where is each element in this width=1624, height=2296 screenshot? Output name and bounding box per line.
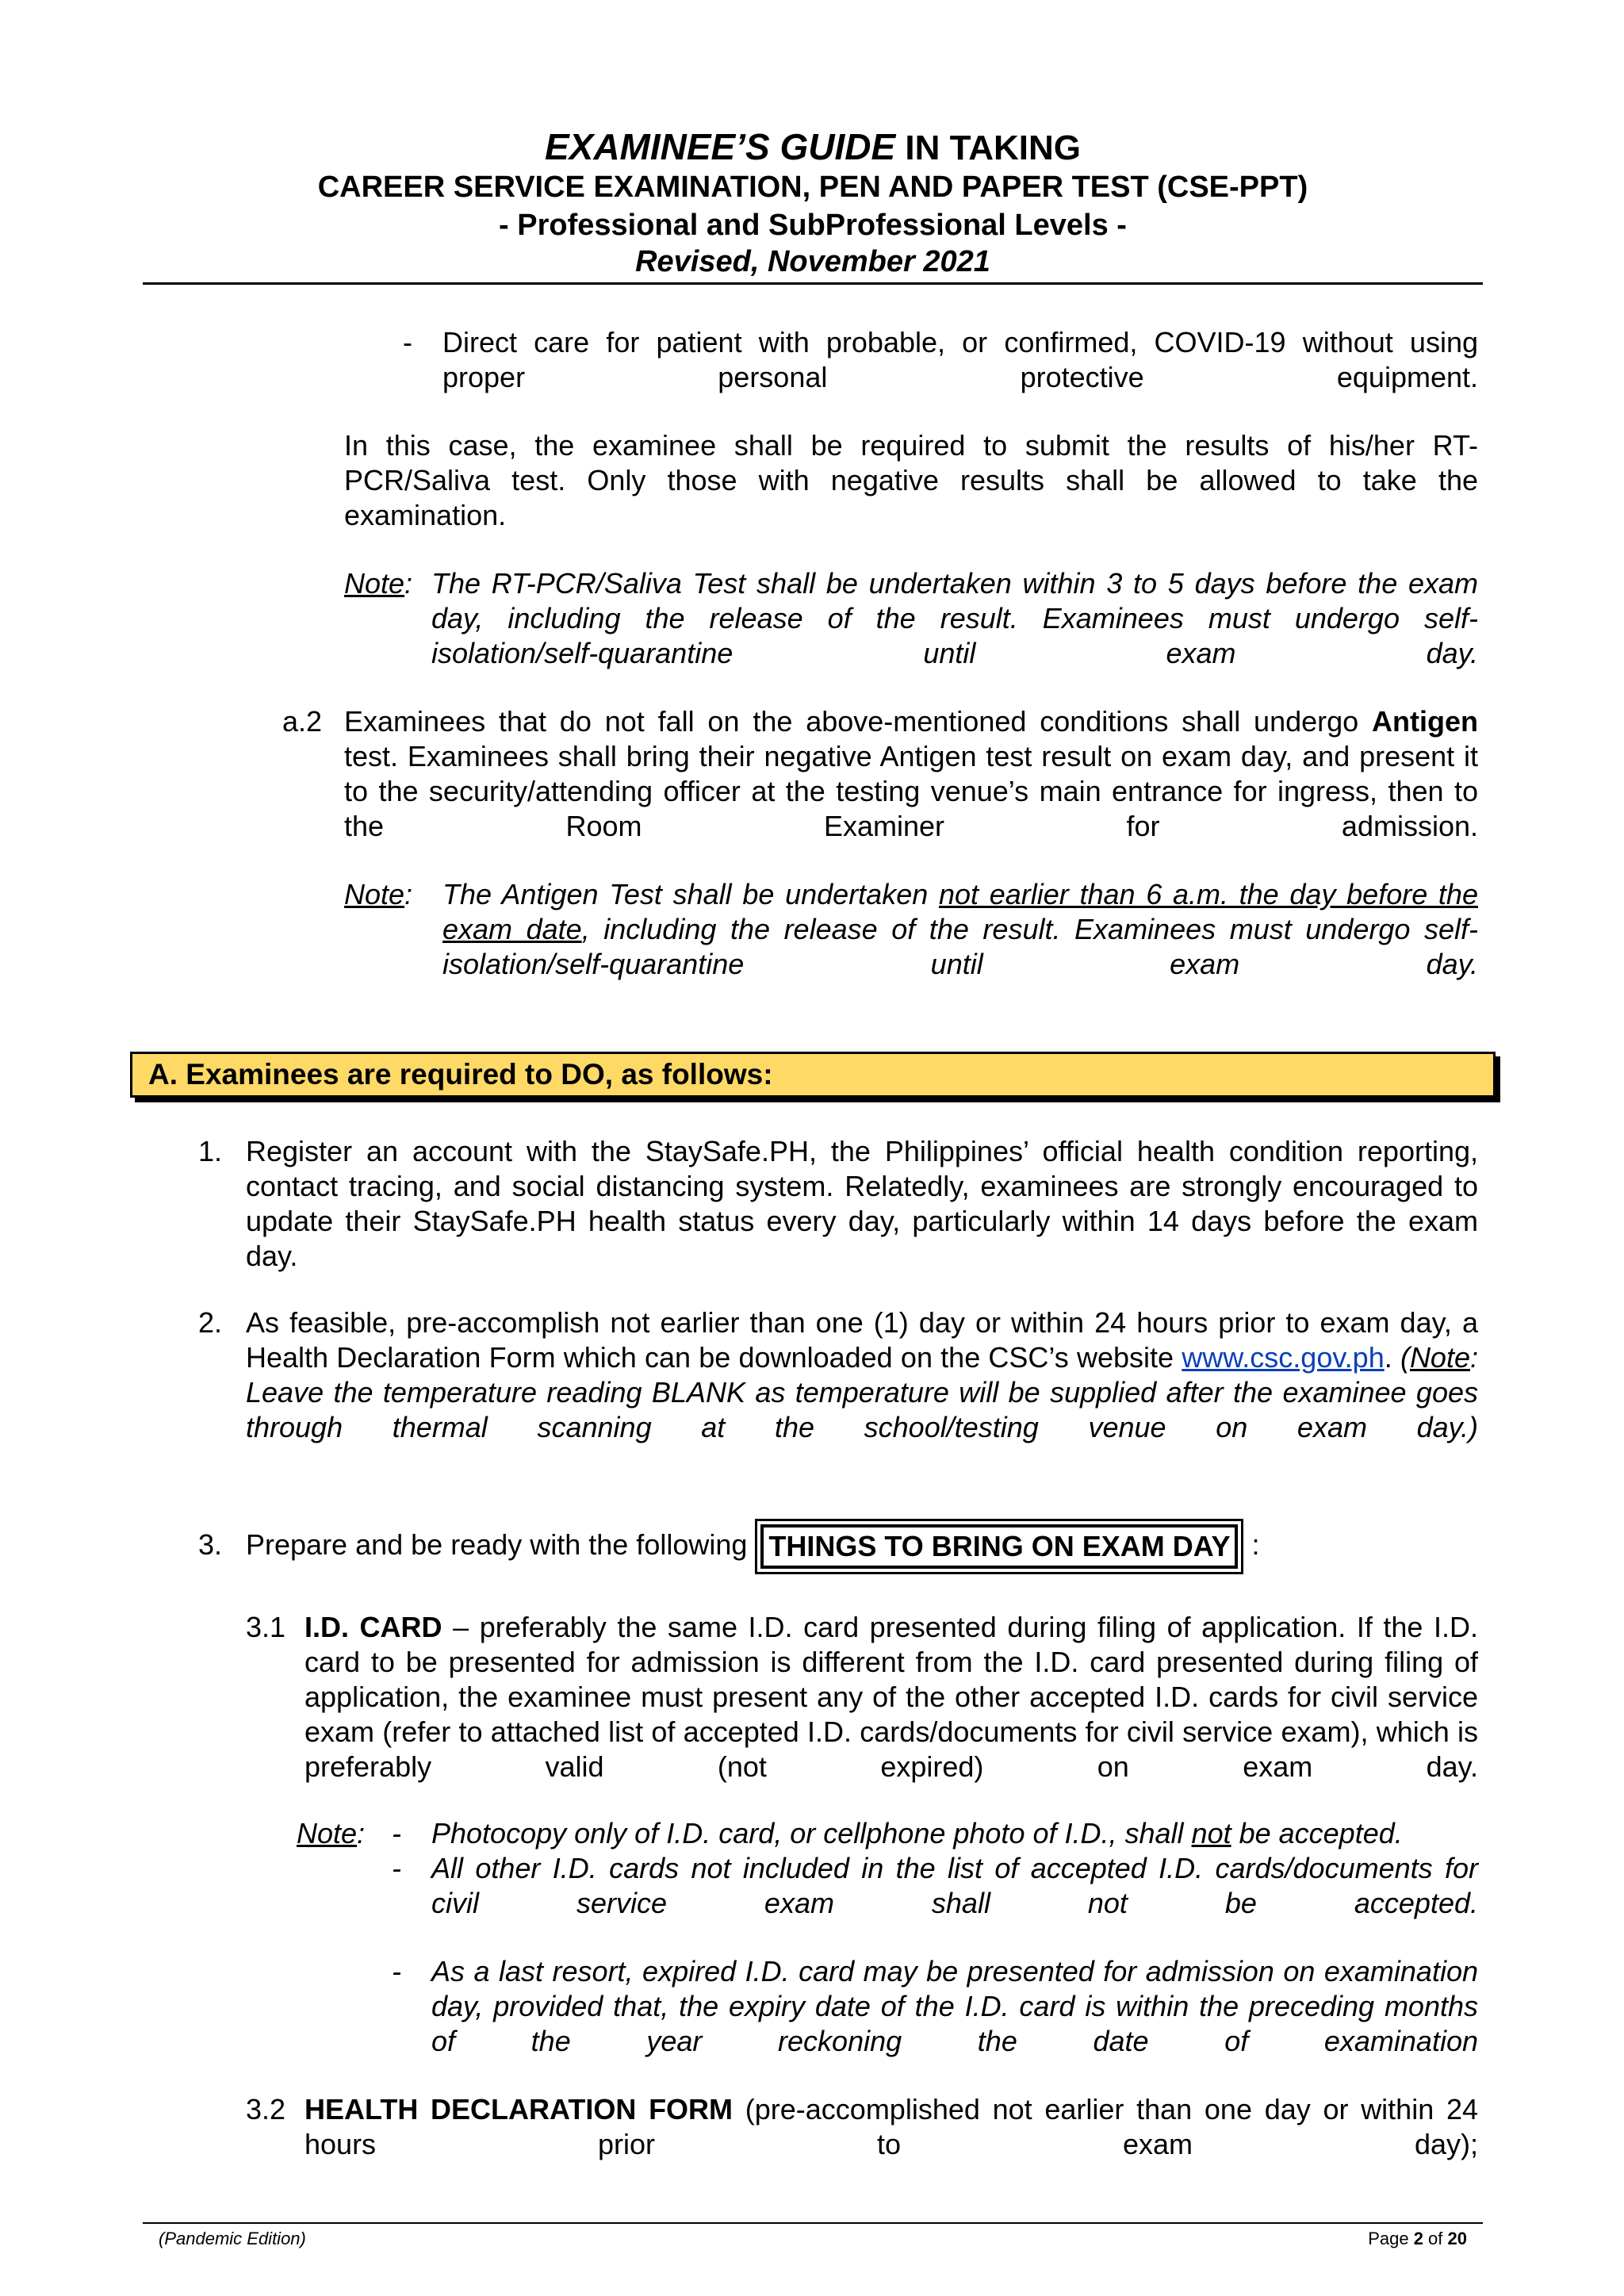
note3-b1-dash: -: [392, 1817, 401, 1849]
a2-label: a.2: [282, 705, 323, 738]
note3-label-wrap: Note:: [297, 1817, 366, 1849]
guide-revision: Revised, November 2021: [635, 245, 990, 278]
things-to-bring-label: THINGS TO BRING ON EXAM DAY: [760, 1524, 1238, 1569]
item2-number: 2.: [198, 1306, 223, 1339]
note3-b2-dash: -: [392, 1852, 401, 1884]
note1-label: Note: [344, 567, 405, 600]
antigen-bold: Antigen: [1372, 705, 1478, 738]
note3-b1-text: Photocopy only of I.D. card, or cellphone photo of I.D., shall not be accepted.: [431, 1817, 1403, 1849]
section-a-title: A. Examinees are required to DO, as follows:: [148, 1058, 773, 1091]
note3-b3-text: As a last resort, expired I.D. card may be presented for admission on examination day, provided that, the expiry date of the I.D. card is within the preceding months of the year reckoning the date of examination: [431, 1955, 1478, 2057]
a2-paragraph: Examinees that do not fall on the above-mentioned conditions shall undergo Antigen test. Examinees shall bring their negative Antigen test result on exam day, and present it to the security/attending officer at the testing venue’s main entrance for ingress, then to the Room Examiner for admission.: [344, 705, 1478, 842]
note3-label: Note: [297, 1817, 358, 1849]
note2-label: Note: [344, 878, 405, 910]
note3-b2-text: All other I.D. cards not included in the list of accepted I.D. cards/documents for civil service exam shall not be accepted.: [431, 1852, 1478, 1919]
guide-title: [143, 125, 1483, 170]
footer-edition: (Pandemic Edition): [159, 2229, 306, 2248]
section-a-banner: [130, 1052, 1496, 1098]
bullet-dash: -: [403, 326, 412, 358]
footer-page-number: Page 2 of 20: [1368, 2229, 1467, 2248]
sub31-text: I.D. CARD – preferably the same I.D. card presented during filing of application. If the I.D. card to be presented for admission is different from the I.D. card presented during filing of application, the examinee must present any of the other accepted I.D. cards for civil service exam (refer to attached list of accepted I.D. cards/documents for civil service exam), which is preferably valid (not expired) on exam day.: [304, 1611, 1478, 1783]
note1-label-wrap: Note:: [344, 567, 413, 600]
sub32-number: 3.2: [246, 2093, 286, 2125]
note2-text: The Antigen Test shall be undertaken not earlier than 6 a.m. the day before the exam date, including the release of the result. Examinees must undergo self-isolation/self-quarantine until exam day.: [442, 878, 1478, 980]
guide-title-italic: EXAMINEE’S GUIDE: [544, 126, 896, 167]
item1-text: Register an account with the StaySafe.PH, the Philippines’ official health condition reporting, contact tracing, and social distancing system. Relatedly, examinees are strongly encouraged to update their StaySafe.PH health status every day, particularly within 14 days before the exam day.: [246, 1135, 1478, 1272]
guide-levels: - Professional and SubProfessional Levels -: [499, 209, 1127, 242]
item3-text: Prepare and be ready with the following THINGS TO BRING ON EXAM DAY :: [246, 1513, 1259, 1577]
id-card-bold: I.D. CARD: [304, 1611, 442, 1643]
item3-number: 3.: [198, 1528, 223, 1561]
sub31-number: 3.1: [246, 1611, 286, 1643]
case-paragraph: In this case, the examinee shall be required to submit the results of his/her RT-PCR/Saliva test. Only those with negative results shall be allowed to take the examination.: [344, 429, 1478, 531]
guide-title-rest: IN TAKING: [895, 128, 1082, 167]
guide-subtitle: CAREER SERVICE EXAMINATION, PEN AND PAPER TEST (CSE-PPT): [317, 171, 1308, 204]
note3-b3-dash: -: [392, 1955, 401, 1987]
item1-number: 1.: [198, 1135, 223, 1167]
health-declaration-bold: HEALTH DECLARATION FORM: [304, 2093, 733, 2125]
note1-text: The RT-PCR/Saliva Test shall be undertaken within 3 to 5 days before the exam day, including the release of the result. Examinees must undergo self-isolation/self-quarantine until exam day.: [431, 567, 1478, 669]
item2-text: As feasible, pre-accomplish not earlier than one (1) day or within 24 hours prior to exam day, a Health Declaration Form which can be downloaded on the CSC’s website www.csc.gov.ph. (Note: Leave the temperature reading BLANK as temperature will be supplied after the examinee goes through thermal scanning at the school/testing venue on exam day.): [246, 1306, 1478, 1443]
note3-not-underlined: not: [1191, 1817, 1231, 1849]
bullet-covid-care: Direct care for patient with probable, or confirmed, COVID-19 without using proper personal protective equipment.: [442, 326, 1478, 393]
footer-rule: [143, 2222, 1483, 2224]
csc-website-link[interactable]: www.csc.gov.ph: [1182, 1341, 1385, 1374]
item2-note-label: Note: [1409, 1341, 1470, 1374]
header-rule: [143, 282, 1483, 285]
sub32-text: HEALTH DECLARATION FORM (pre-accomplished not earlier than one day or within 24 hours prior to exam day);: [304, 2093, 1478, 2160]
note2-label-wrap: Note:: [344, 878, 413, 910]
note2-underlined: not earlier than 6 a.m. the day before the exam date: [442, 878, 1478, 945]
things-to-bring-box: [755, 1519, 1243, 1574]
